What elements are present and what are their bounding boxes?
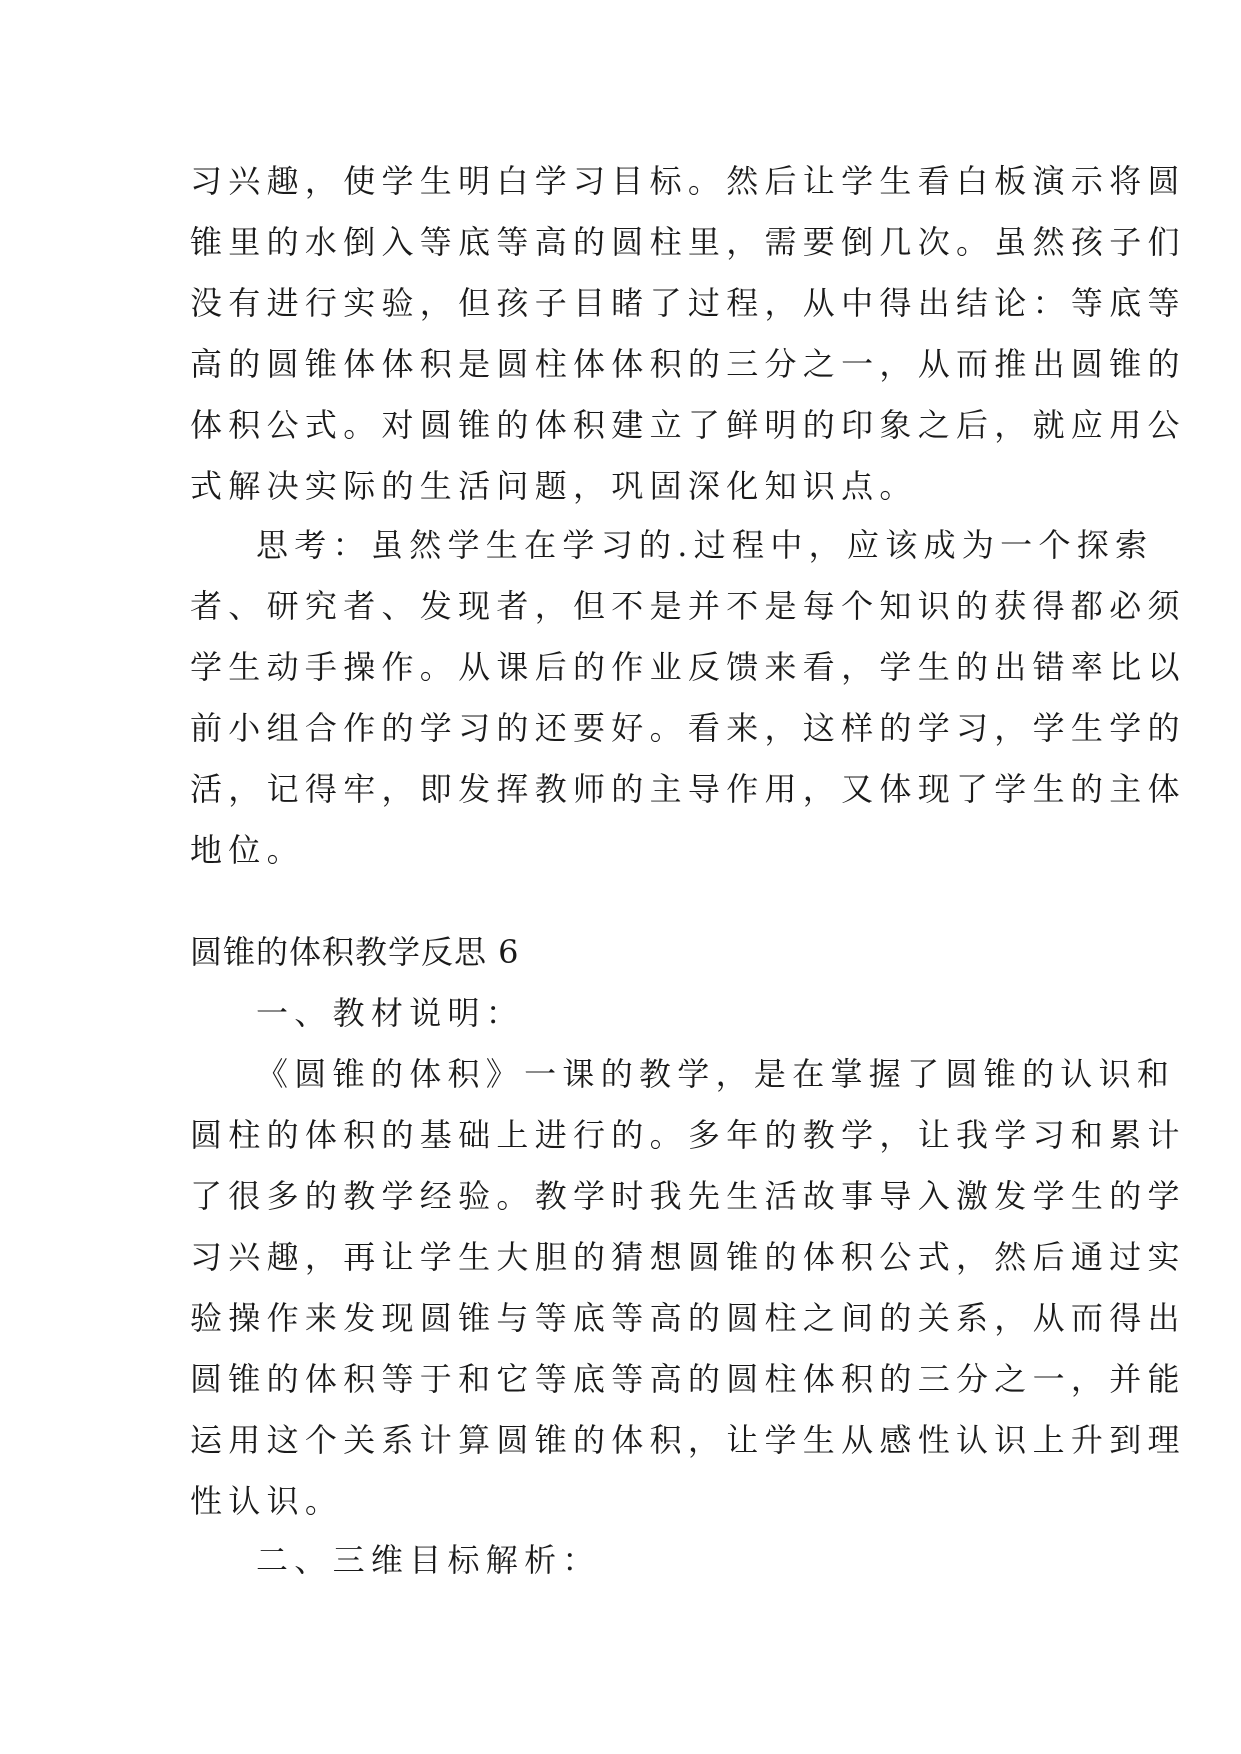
text-line: 体积公式。对圆锥的体积建立了鲜明的印象之后，就应用公 [190,406,1186,444]
text-line: 习兴趣，再让学生大胆的猜想圆锥的体积公式，然后通过实 [190,1238,1186,1276]
text-line: 习兴趣，使学生明白学习目标。然后让学生看白板演示将圆 [190,162,1186,200]
materials-paragraph [190,1044,1186,1532]
text-line: 活，记得牢，即发挥教师的主导作用，又体现了学生的主体 [190,770,1186,808]
section-title-block [190,922,1050,983]
text-line: 没有进行实验，但孩子目睹了过程，从中得出结论：等底等 [190,284,1186,322]
text-line: 地位。 [190,831,305,869]
text-line: 性认识。 [190,1482,344,1520]
text-line: 《圆锥的体积》一课的教学，是在掌握了圆锥的认识和 [256,1055,1176,1093]
subheading-objectives: 二、三维目标解析： [256,1541,601,1579]
text-line: 思考：虽然学生在学习的.过程中，应该成为一个探索 [256,526,1154,564]
text-line: 圆柱的体积的基础上进行的。多年的教学，让我学习和累计 [190,1116,1186,1154]
subheading-2-block [190,1530,1050,1591]
reflection-paragraph [190,515,1186,881]
continuation-paragraph [190,151,1186,517]
text-line: 前小组合作的学习的还要好。看来，这样的学习，学生学的 [190,709,1186,747]
text-line: 锥里的水倒入等底等高的圆柱里，需要倒几次。虽然孩子们 [190,223,1186,261]
text-line: 者、研究者、发现者，但不是并不是每个知识的获得都必须 [190,587,1186,625]
subheading-materials: 一、教材说明： [256,994,525,1032]
text-line: 学生动手操作。从课后的作业反馈来看，学生的出错率比以 [190,648,1186,686]
section-title: 圆锥的体积教学反思 6 [190,933,520,971]
text-line: 式解决实际的生活问题，巩固深化知识点。 [190,467,918,505]
subheading-1-block [190,983,1050,1044]
text-line: 圆锥的体积等于和它等底等高的圆柱体积的三分之一，并能 [190,1360,1186,1398]
text-line: 验操作来发现圆锥与等底等高的圆柱之间的关系，从而得出 [190,1299,1186,1337]
text-line: 了很多的教学经验。教学时我先生活故事导入激发学生的学 [190,1177,1186,1215]
text-line: 运用这个关系计算圆锥的体积，让学生从感性认识上升到理 [190,1421,1186,1459]
text-line: 高的圆锥体体积是圆柱体体积的三分之一，从而推出圆锥的 [190,345,1186,383]
